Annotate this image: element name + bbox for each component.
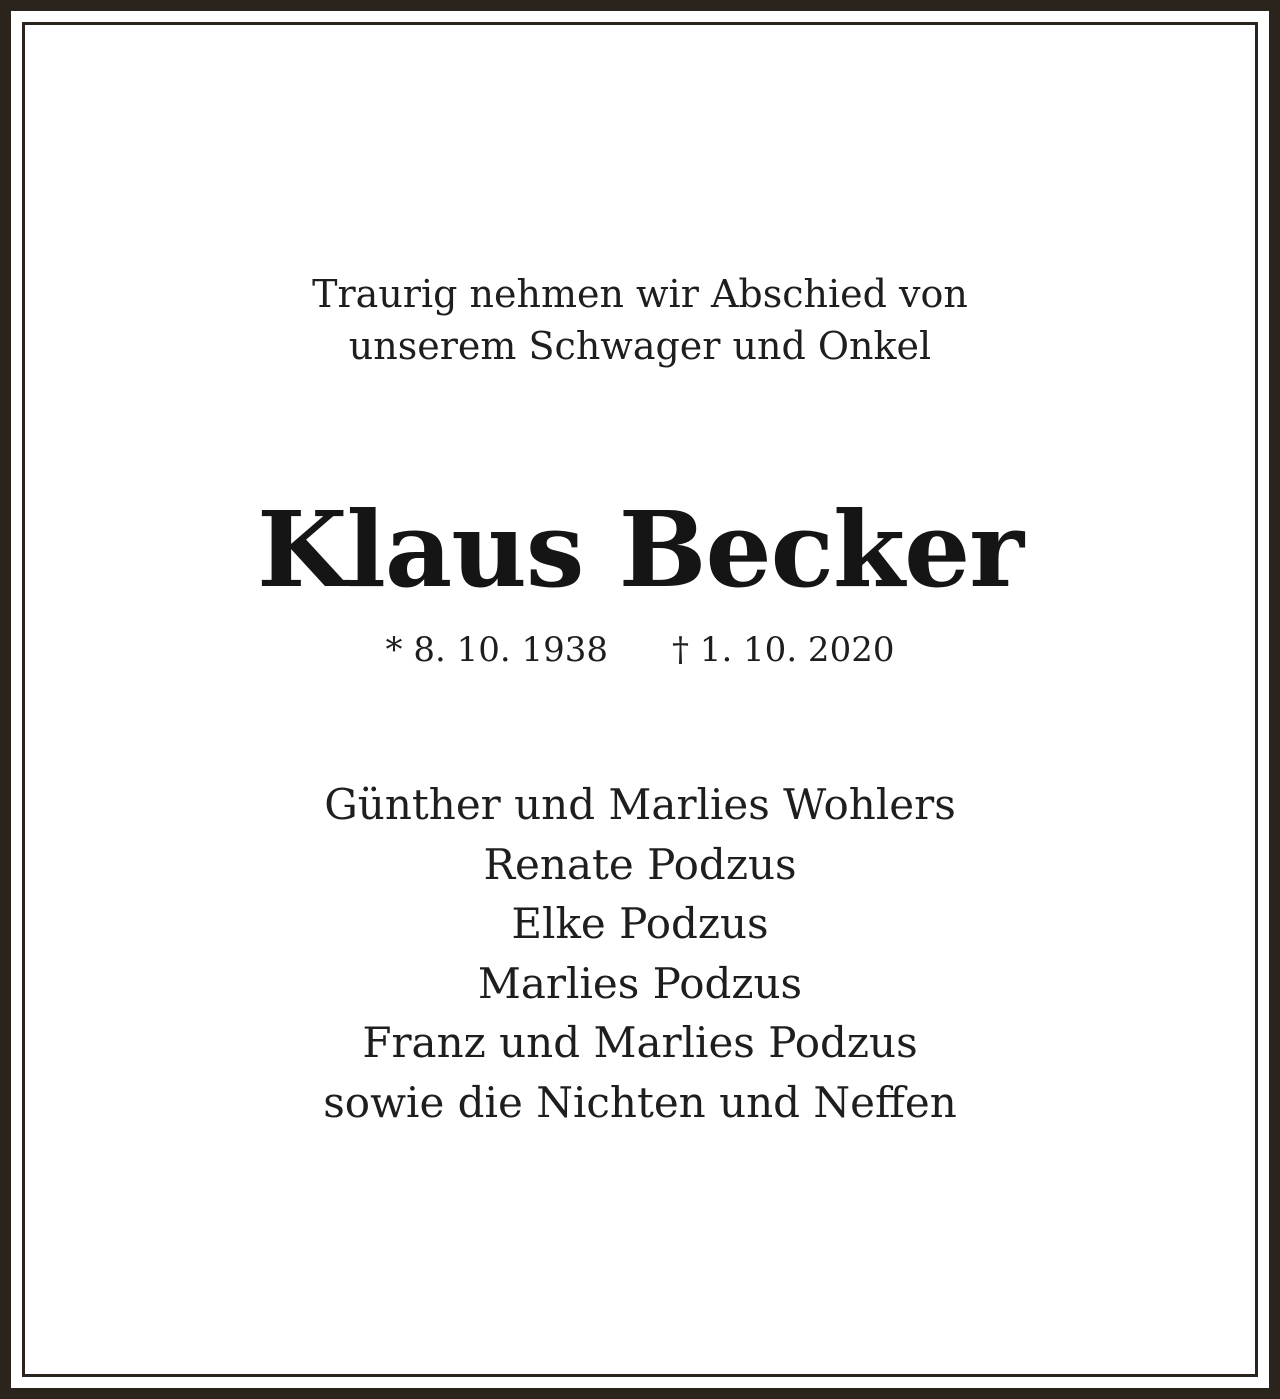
deceased-name: Klaus Becker (256, 488, 1024, 611)
mourner-line: Günther und Marlies Wohlers (324, 780, 956, 829)
intro-line: Traurig nehmen wir Abschied von (312, 272, 968, 316)
mourner-line: Elke Podzus (511, 899, 769, 948)
inner-border (22, 22, 1258, 1377)
mourner-line: Marlies Podzus (477, 958, 803, 1008)
mourner-line: Renate Podzus (483, 839, 797, 889)
mourners-list (25, 775, 1255, 1132)
mourner-line: sowie die Nichten und Neffen (323, 1077, 957, 1127)
mourner-line: Franz und Marlies Podzus (362, 1018, 918, 1067)
birth-date: * 8. 10. 1938 (385, 630, 608, 670)
intro-text (25, 268, 1255, 372)
intro-line: unserem Schwager und Onkel (348, 324, 932, 368)
death-date: † 1. 10. 2020 (672, 630, 895, 670)
life-dates (25, 625, 1255, 675)
